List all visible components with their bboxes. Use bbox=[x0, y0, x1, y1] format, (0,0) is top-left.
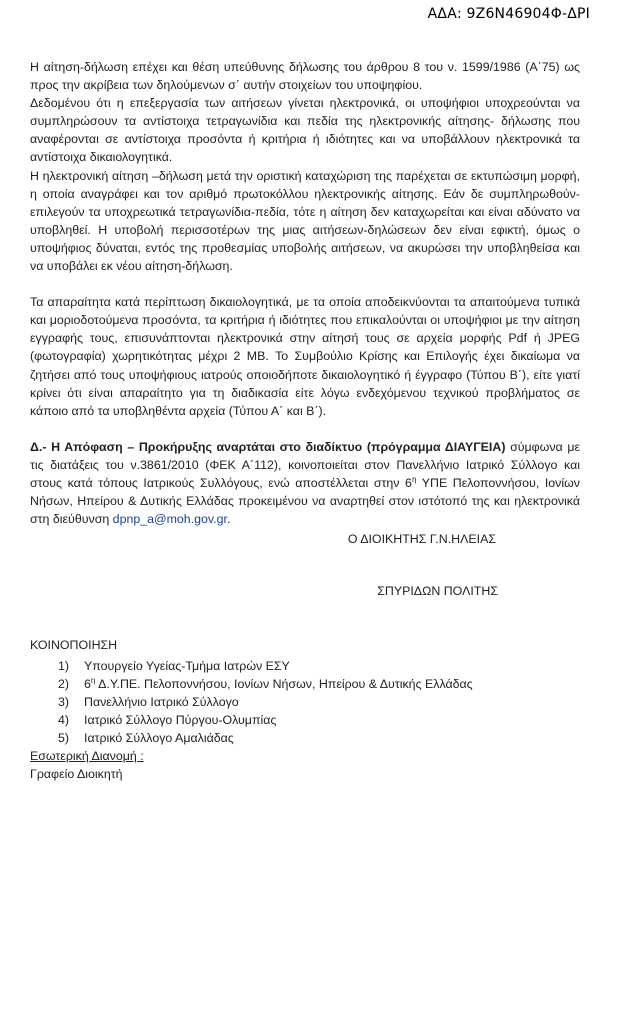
list-item-text: Υπουργείο Υγείας-Τμήμα Ιατρών ΕΣΥ bbox=[84, 658, 290, 673]
list-item-number: 2) bbox=[58, 676, 70, 691]
section-d-paragraph bbox=[30, 438, 580, 528]
ada-code: ΑΔΑ: 9Ζ6Ν46904Φ-ΔΡΙ bbox=[427, 6, 590, 22]
document-body bbox=[30, 58, 580, 783]
list-item bbox=[30, 675, 580, 693]
internal-distribution-item: Γραφείο Διοικητή bbox=[30, 767, 123, 782]
list-item-superscript: η bbox=[90, 675, 96, 685]
list-item-number: 1) bbox=[58, 658, 70, 673]
section-d-superscript: η bbox=[411, 474, 417, 484]
list-item bbox=[30, 711, 580, 729]
list-item-text: Ιατρικό Σύλλογο Πύργου-Ολυμπίας bbox=[84, 712, 277, 727]
list-item bbox=[30, 657, 580, 675]
paragraph-electronic-processing: Δεδομένου ότι η επεξεργασία των αιτήσεων γίνεται ηλεκτρονικά, οι υποψήφιοι υποχρεούνται να συμπληρώσουν τα αντίστοιχα τετραγωνίδια και πεδία της ηλεκτρονικής αίτησης- δήλωσης που αναφέρονται σε αντίστοιχα προσόντα ή κριτήρια ή ιδιότητες και να υποβάλλουν ηλεκτρονικά τα αντίστοιχα δικαιολογητικά. bbox=[30, 96, 580, 165]
list-item-text: Δ.Υ.ΠΕ. Πελοποννήσου, Ιονίων Νήσων, Ηπείρου & Δυτικής Ελλάδας bbox=[95, 676, 473, 691]
section-d-heading: Δ.- Η Απόφαση – Προκήρυξης αναρτάται στο διαδίκτυο (πρόγραμμα ΔΙΑΥΓΕΙΑ) bbox=[30, 439, 506, 454]
distribution-title: ΚΟΙΝΟΠΟΙΗΣΗ bbox=[30, 638, 118, 653]
internal-distribution-title: Εσωτερική Διανομή : bbox=[30, 749, 144, 763]
list-item-number: 3) bbox=[58, 694, 70, 709]
section-d-text-c: . bbox=[226, 512, 231, 527]
list-item-prefix: 6 bbox=[84, 676, 91, 691]
distribution-list bbox=[30, 657, 580, 747]
paragraph-supporting-documents: Τα απαραίτητα κατά περίπτωση δικαιολογητικά, με τα οποία αποδεικνύονται τα απαιτούμενα τυπικά και μοριοδοτούμενα προσόντα, τα κριτήρια ή ιδιότητες που επικαλούνται οι υποψήφιοι με την αίτηση εγγραφής τους, επισυνάπτονται ηλεκτρονικά στην αίτησή τους σε αρχεία μορφής Pdf ή JPEG (φωτογραφία) χωρητικότητας μέχρι 2 MB. Το Συμβούλιο Κρίσης και Επιλογής έχει δικαίωμα να ζητήσει από τους υποψήφιους ιατρούς οποιοδήποτε δικαιολογητικό ή έγγραφο (Τύπου Β΄), είτε γιατί κρίνει ότι είναι απαραίτητο για τη διαδικασία είτε λόγω ενδεχόμενου τεχνικού προβλήματος σε κάποιο από τα υποβληθέντα αρχεία (Τύπου Α΄ και Β΄). bbox=[30, 295, 580, 418]
section-d-text-b: ΥΠΕ Πελοποννήσου, Ιονίων Νήσων, Ηπείρου & Δυτικής Ελλάδας προκειμένου να αναρτηθεί στον ιστότοπό της και ηλεκτρονικά στη διεύθυνση bbox=[30, 475, 580, 527]
list-item bbox=[30, 693, 580, 711]
list-item bbox=[30, 729, 580, 747]
list-item-number: 4) bbox=[58, 712, 70, 727]
section-d-text-a: σύμφωνα με τις διατάξεις του ν.3861/2010 (ΦΕΚ Α΄112), κοινοποιείται στον Πανελλήνιο Ιατρικό Σύλλογο και στους κατά τόπους Ιατρικούς Συλλόγους, ενώ αποστέλλεται στην 6 bbox=[30, 439, 580, 490]
list-item-text: Πανελλήνιο Ιατρικό Σύλλογο bbox=[84, 694, 239, 709]
signer-name: ΣΠΥΡΙΔΩΝ ΠΟΛΙΤΗΣ bbox=[377, 584, 498, 599]
paragraph-submission: Η ηλεκτρονική αίτηση –δήλωση μετά την οριστική καταχώριση της παρέχεται σε εκτυπώσιμη μορφή, η οποία αναγράφει και τον αριθμό πρωτοκόλλου ηλεκτρονικής αίτησης. Εάν δε συμπληρωθούν-επιλεγούν τα υποχρεωτικά τετραγωνίδια-πεδία, τότε η αίτηση δεν καταχωρείται και είναι αδύνατο να υποβληθεί. Η υποβολή περισσοτέρων της μιας αιτήσεων-δηλώσεων δεν είναι εφικτή, όμως ο υποψήφιος δύναται, εντός της προθεσμίας υποβολής αιτήσεων, να ακυρώσει την υποβληθείσα και να υποβάλει εκ νέου αίτηση-δήλωση. bbox=[30, 168, 580, 274]
signer-title: Ο ΔΙΟΙΚΗΤΗΣ Γ.Ν.ΗΛΕΙΑΣ bbox=[347, 532, 496, 547]
email-link[interactable]: dpnp_a@moh.gov.gr bbox=[112, 512, 227, 527]
list-item-number: 5) bbox=[58, 730, 70, 745]
list-item-text: Ιατρικό Σύλλογο Αμαλιάδας bbox=[84, 730, 234, 745]
paragraph-declaration: Η αίτηση-δήλωση επέχει και θέση υπεύθυνης δήλωσης του άρθρου 8 του ν. 1599/1986 (Α΄75) ως προς την ακρίβεια των δηλούμενων σ΄ αυτήν στοιχείων του υποψηφίου. bbox=[30, 60, 580, 93]
